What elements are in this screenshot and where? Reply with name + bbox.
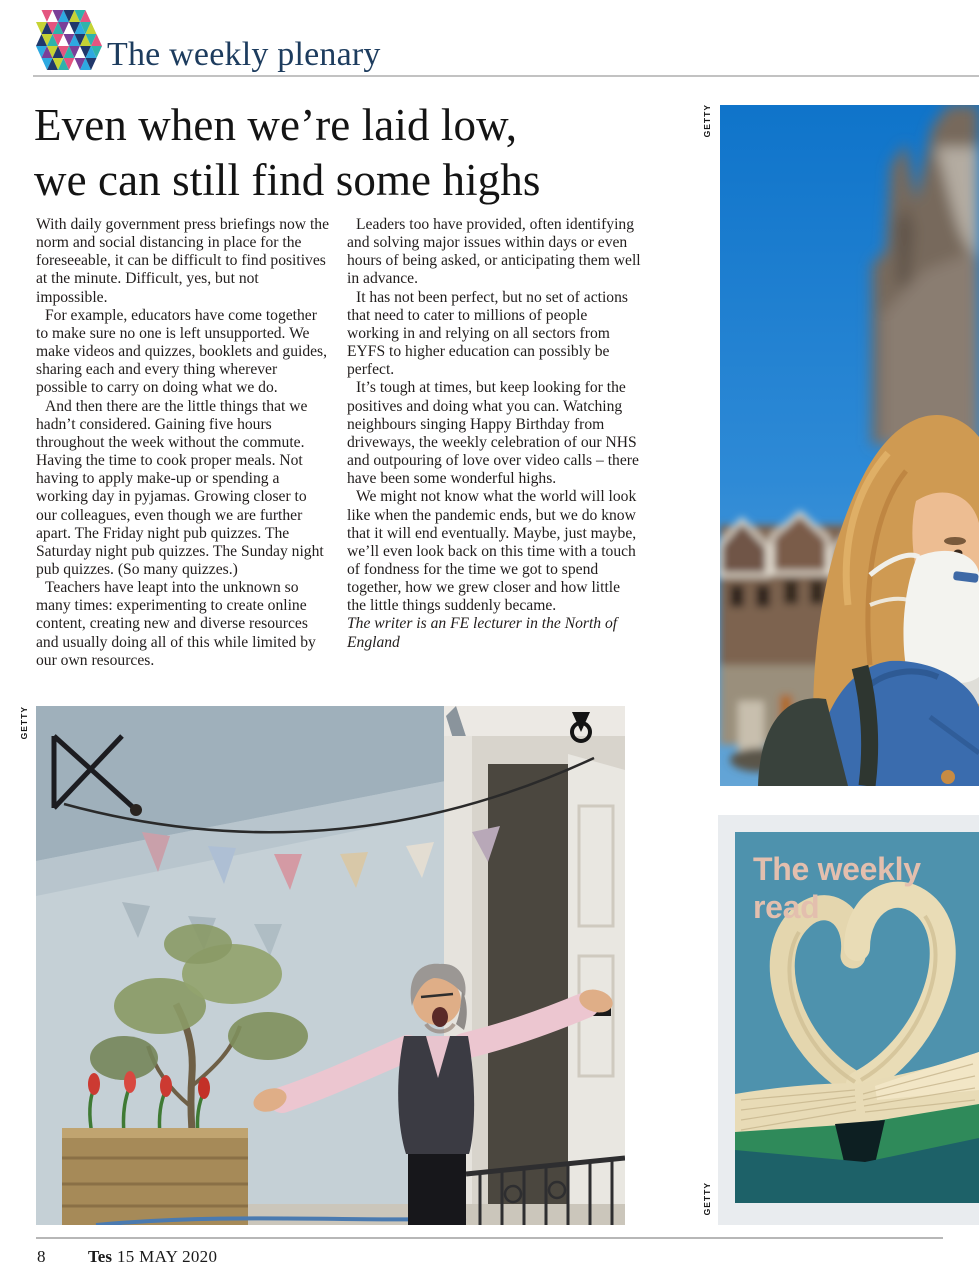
weekly-read-title (753, 850, 921, 926)
paragraph: We might not know what the world will look like when the pandemic ends, but we do know that it will end eventually. Maybe, just maybe, we’ll even look back on this time with a touch of fondness for the time we got to spend together, how we grew closer and how little the little things suddenly became. (347, 488, 637, 615)
article-headline (34, 98, 674, 208)
paragraph: With daily government press briefings now the norm and social distancing in place for the foreseeable, it can be difficult to find positives at the minute. Difficult, yes, but not impossible. (36, 216, 329, 306)
photo-man-celebrating-doorstep (36, 706, 625, 1225)
article-body (36, 216, 642, 670)
paragraph: Leaders too have provided, often identifying and solving major issues within days or even hours of being asked, or anticipating them well in advance. (347, 216, 641, 288)
logo-triangle-mosaic (36, 9, 102, 71)
article-column-right (347, 216, 642, 670)
brand-wordmark: Tes (88, 1247, 112, 1266)
weekly-read-cover (735, 832, 979, 1203)
photo-credit (702, 1182, 712, 1220)
article-column-left (36, 216, 331, 670)
paragraph: And then there are the little things that we hadn’t considered. Gaining five hours throughout the week without the commute. Having the time to cook proper meals. Not having to apply make-up or spending a working day in pyjamas. Growing closer to our colleagues, even though we are further apart. The Friday night pub quizzes. The Saturday night pub quizzes. The Sunday night pub quizzes. (So many quizzes.) (36, 397, 324, 578)
weekly-read-title-line-1: The weekly (753, 851, 921, 887)
section-title: The weekly plenary (107, 36, 381, 73)
issue-date: 15 MAY 2020 (117, 1247, 218, 1266)
paragraph: It’s tough at times, but keep looking for the positives and doing what you can. Watching neighbours singing Happy Birthday from driveways, the weekly celebration of our NHS and outpouring of love over video calls – there have been some wonderful highs. (347, 379, 639, 488)
paragraph: Teachers have leapt into the unknown so many times: experimenting to create online content, creating new and diverse resources and usually doing all of this while limited by our own resources. (36, 579, 316, 669)
byline: The writer is an FE lecturer in the North of England (347, 615, 618, 651)
photo-credit (702, 104, 712, 142)
footer-divider (36, 1237, 943, 1239)
header-divider (33, 75, 979, 77)
photo-credit-label: GETTY (702, 104, 712, 138)
paragraph: It has not been perfect, but no set of actions that need to cater to millions of people working in and relying on all sectors from EYFS to higher education can possibly be perfect. (347, 288, 628, 379)
photo-credit-label: GETTY (702, 1182, 712, 1216)
headline-line-2: we can still find some highs (34, 155, 541, 205)
headline-line-1: Even when we’re laid low, (34, 100, 518, 150)
paragraph: For example, educators have come together to make sure no one is left unsupported. We make videos and quizzes, booklets and guides, sharing each and every thing wherever possible to carry on doing what we do. (36, 306, 328, 397)
weekly-read-title-line-2: read (753, 889, 820, 925)
photo-credit (19, 706, 29, 744)
photo-credit-label: GETTY (19, 706, 29, 740)
tes-mosaic-logo-icon (36, 9, 102, 71)
photo-girl-face-mask (720, 105, 979, 786)
weekly-read-card (718, 815, 979, 1225)
page-number: 8 (37, 1247, 46, 1266)
